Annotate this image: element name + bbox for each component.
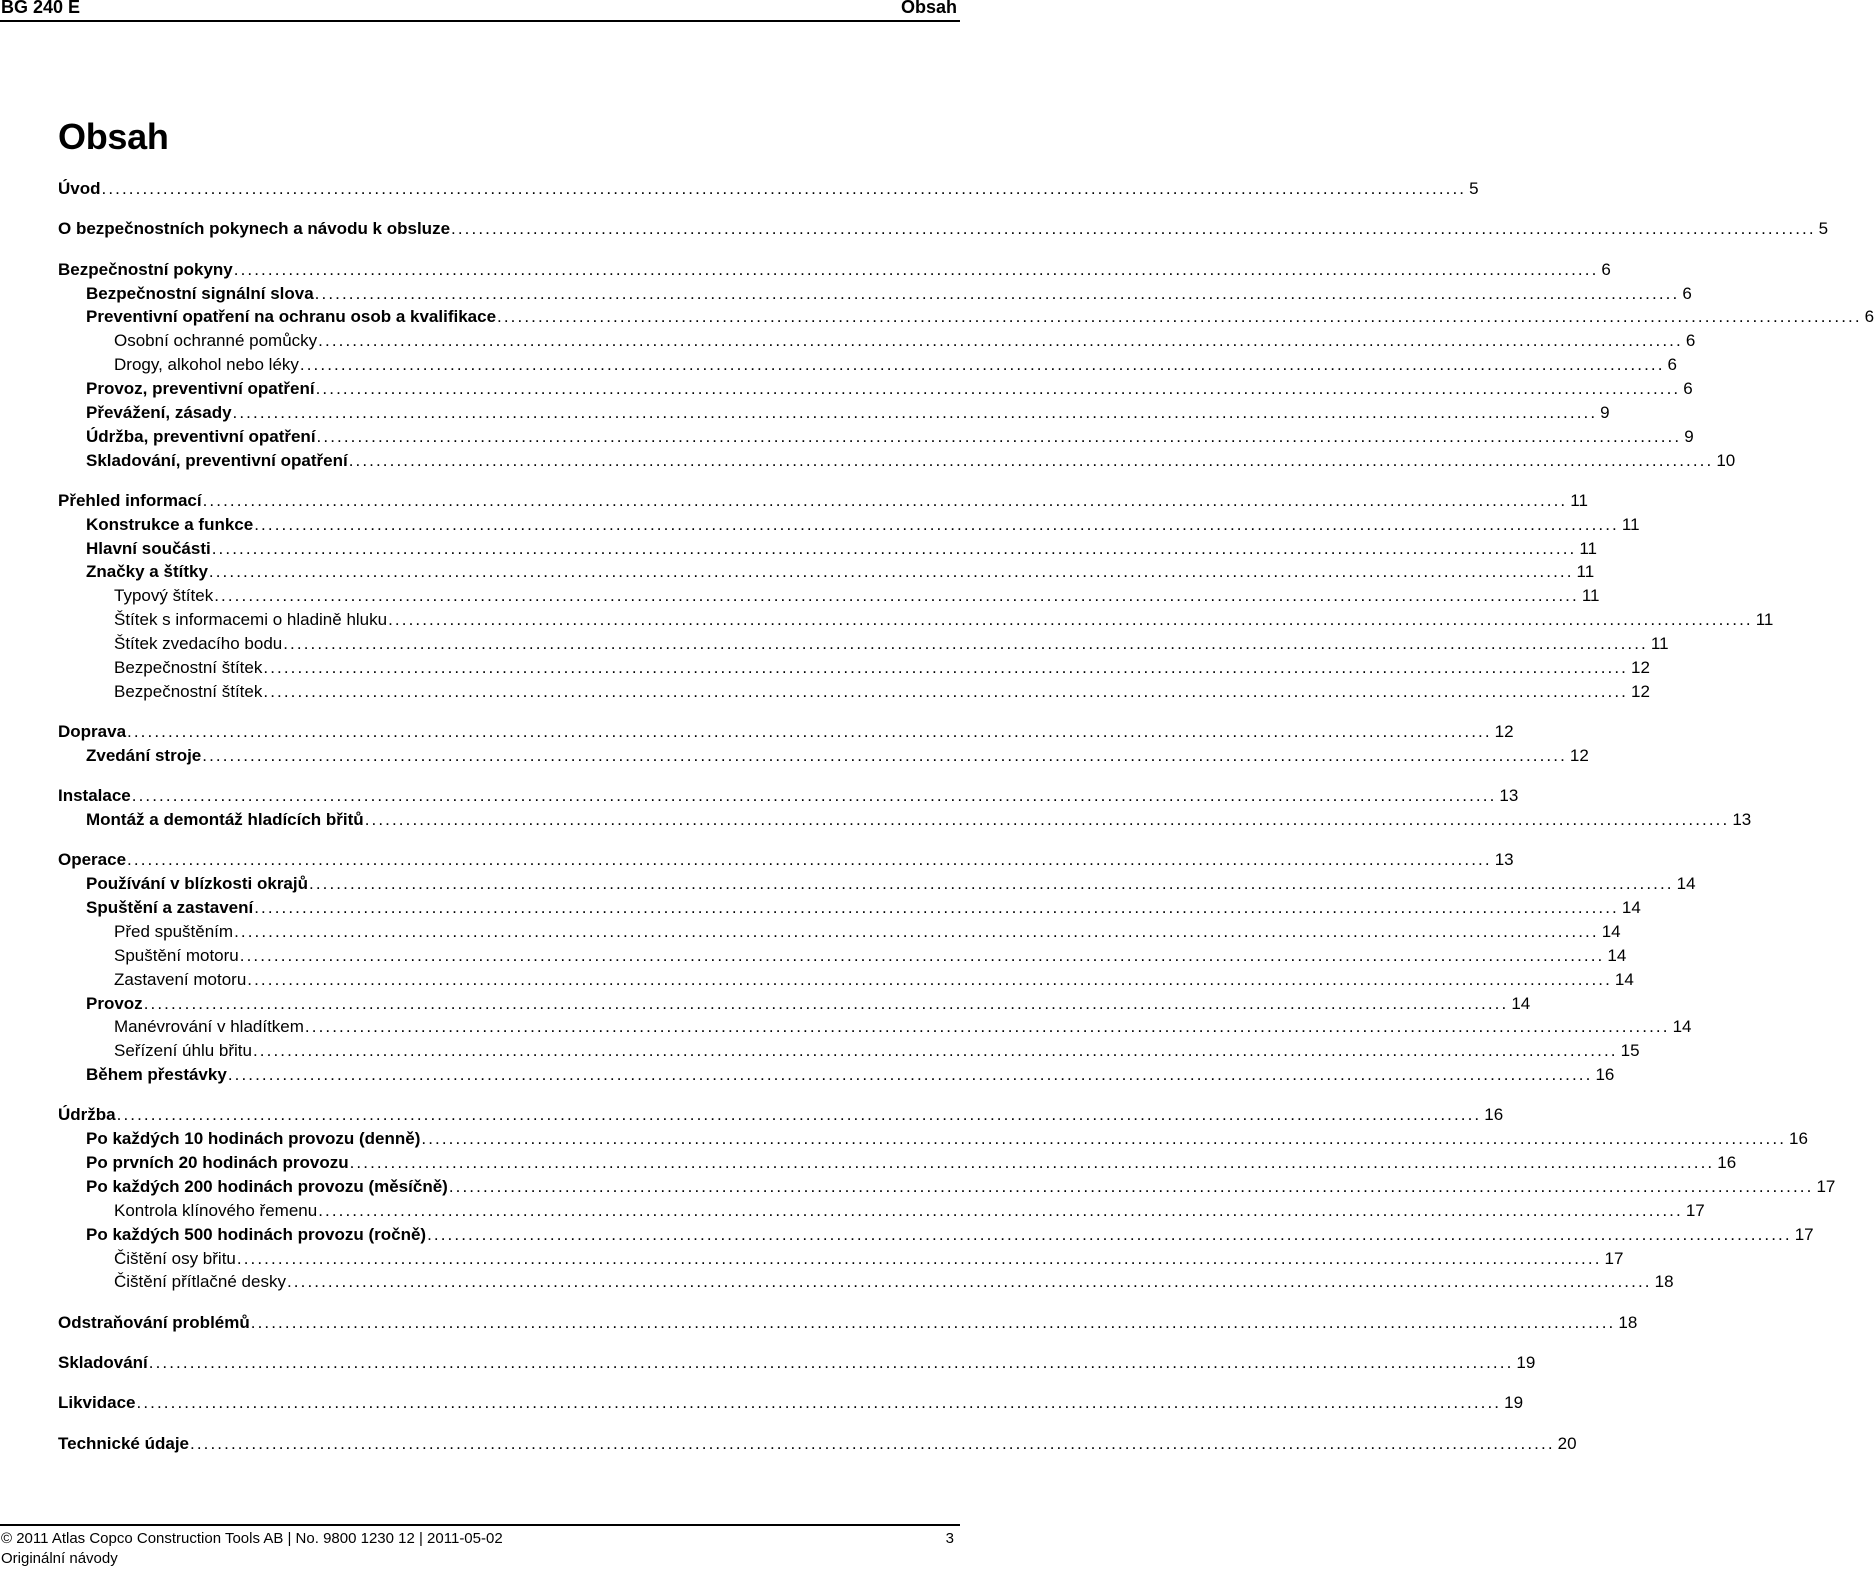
toc-entry-page: 19	[1504, 1393, 1524, 1413]
header-rule	[0, 20, 960, 22]
toc-entry-label: Odstraňování problémů	[58, 1312, 250, 1332]
toc-entry-label: Montáž a demontáž hladících břitů	[86, 810, 364, 830]
toc-entry-page: 12	[1569, 745, 1589, 765]
toc-entry-label: Typový štítek	[114, 586, 214, 606]
toc-dot-leader: ........................................................................................................................................................................................................	[318, 1200, 1683, 1220]
toc-entry-page: 17	[1816, 1176, 1836, 1196]
header-model: BG 240 E	[1, 0, 81, 17]
toc-entry-label: Údržba	[58, 1105, 116, 1125]
toc-entry[interactable]	[86, 993, 1531, 1015]
toc-entry-label: Čištění osy břitu	[114, 1248, 236, 1268]
toc-entry-label: Skladování, preventivní opatření	[86, 450, 348, 470]
toc-dot-leader: ........................................................................................................................................................................................................	[136, 1393, 1502, 1413]
toc-entry[interactable]	[114, 330, 1696, 352]
toc-dot-leader: ........................................................................................................................................................................................................	[314, 283, 1680, 303]
toc-entry-label: Po každých 500 hodinách provozu (ročně)	[86, 1224, 427, 1244]
toc-dot-leader: ........................................................................................................................................................................................................	[263, 657, 1629, 677]
toc-entry[interactable]	[58, 1312, 1638, 1334]
toc-dot-leader: ........................................................................................................................................................................................................	[148, 1353, 1514, 1373]
toc-dot-leader: ........................................................................................................................................................................................................	[254, 514, 1619, 534]
toc-entry[interactable]	[86, 450, 1736, 472]
toc-entry-label: Likvidace	[58, 1393, 136, 1413]
toc-entry[interactable]	[86, 538, 1598, 560]
toc-entry-label: Konstrukce a funkce	[86, 514, 254, 534]
toc-entry-label: Spuštění a zastavení	[86, 898, 254, 918]
toc-dot-leader: ........................................................................................................................................................................................................	[208, 562, 1574, 582]
toc-entry-page: 16	[1717, 1153, 1737, 1173]
toc-entry-label: Instalace	[58, 786, 131, 806]
toc-dot-leader: ........................................................................................................................................................................................................	[388, 610, 1753, 630]
toc-entry-label: Bezpečnostní štítek	[114, 657, 263, 677]
toc-entry-page: 11	[1581, 586, 1600, 606]
toc-entry[interactable]	[58, 218, 1829, 240]
toc-dot-leader: ........................................................................................................................................................................................................	[211, 538, 1577, 558]
toc-dot-leader: ........................................................................................................................................................................................................	[131, 786, 1497, 806]
toc-entry-label: Skladování	[58, 1353, 148, 1373]
toc-entry[interactable]	[114, 585, 1600, 607]
toc-entry[interactable]	[58, 1104, 1504, 1126]
toc-entry-label: Spuštění motoru	[114, 945, 239, 965]
header-section: Obsah	[900, 0, 957, 17]
toc-entry-page: 14	[1511, 993, 1531, 1013]
toc-entry[interactable]	[86, 745, 1589, 767]
toc-entry-page: 14	[1676, 874, 1696, 894]
toc-entry-label: Po každých 10 hodinách provozu (denně)	[86, 1129, 421, 1149]
toc-entry-page: 14	[1601, 921, 1621, 941]
toc-entry[interactable]	[86, 809, 1752, 831]
toc-entry-page: 16	[1789, 1129, 1808, 1149]
toc-dot-leader: ........................................................................................................................................................................................................	[247, 969, 1612, 989]
toc-entry-page: 9	[1684, 426, 1694, 446]
toc-entry[interactable]	[86, 378, 1693, 400]
toc-dot-leader: ........................................................................................................................................................................................................	[233, 259, 1599, 279]
toc-entry-page: 19	[1516, 1353, 1536, 1373]
toc-entry[interactable]	[86, 1224, 1814, 1246]
toc-entry-label: Během přestávky	[86, 1065, 227, 1085]
toc-dot-leader: ........................................................................................................................................................................................................	[309, 874, 1674, 894]
toc-dot-leader: ........................................................................................................................................................................................................	[348, 450, 1714, 470]
toc-dot-leader: ........................................................................................................................................................................................................	[421, 1129, 1787, 1149]
toc-dot-leader: ........................................................................................................................................................................................................	[101, 179, 1467, 198]
footer-rule	[0, 1524, 960, 1526]
toc-entry[interactable]	[58, 178, 1479, 200]
toc-entry-label: Před spuštěním	[114, 921, 234, 941]
toc-entry-page: 18	[1654, 1272, 1674, 1292]
toc-entry-page: 16	[1595, 1065, 1615, 1085]
toc-dot-leader: ........................................................................................................................................................................................................	[202, 745, 1567, 765]
toc-entry-page: 12	[1494, 722, 1514, 741]
toc-entry[interactable]	[86, 897, 1641, 919]
toc-dot-leader: ........................................................................................................................................................................................................	[190, 1433, 1555, 1453]
toc-entry-page: 6	[1667, 355, 1678, 375]
toc-entry[interactable]	[114, 921, 1621, 943]
toc-entry[interactable]	[114, 1271, 1674, 1293]
toc-entry-label: Po každých 200 hodinách provozu (měsíčně)	[86, 1176, 448, 1196]
toc-entry-page: 12	[1631, 681, 1650, 701]
toc-dot-leader: ........................................................................................................................................................................................................	[315, 378, 1681, 398]
toc-entry[interactable]	[58, 785, 1519, 807]
toc-dot-leader: ........................................................................................................................................................................................................	[127, 722, 1492, 741]
toc-entry-label: Čištění přítlačné desky	[114, 1272, 286, 1292]
toc-entry-label: Zastavení motoru	[114, 969, 247, 989]
toc-entry[interactable]	[58, 849, 1514, 871]
toc-entry[interactable]	[86, 873, 1696, 895]
toc-entry-label: Bezpečnostní štítek	[114, 681, 263, 701]
toc-entry-page: 11	[1650, 633, 1669, 653]
toc-dot-leader: ........................................................................................................................................................................................................	[232, 402, 1598, 422]
toc-entry[interactable]	[58, 1433, 1577, 1455]
toc-dot-leader: ........................................................................................................................................................................................................	[227, 1065, 1593, 1085]
toc-dot-leader: ........................................................................................................................................................................................................	[364, 810, 1730, 830]
footer-copyright: © 2011 Atlas Copco Construction Tools AB | No. 9800 1230 12 | 2011-05-02	[1, 1530, 503, 1547]
toc-dot-leader: ........................................................................................................................................................................................................	[250, 1312, 1616, 1332]
toc-dot-leader: ........................................................................................................................................................................................................	[263, 681, 1629, 701]
toc-entry-page: 14	[1614, 969, 1634, 989]
toc-dot-leader: ........................................................................................................................................................................................................	[451, 219, 1816, 239]
toc-entry[interactable]	[114, 1016, 1692, 1038]
toc-entry[interactable]	[114, 945, 1627, 967]
toc-entry-label: Hlavní součásti	[86, 538, 211, 558]
toc-entry-page: 13	[1732, 810, 1752, 830]
toc-entry-page: 18	[1618, 1312, 1638, 1332]
toc-dot-leader: ........................................................................................................................................................................................................	[116, 1105, 1482, 1125]
page-header	[0, 0, 960, 22]
toc-entry[interactable]	[86, 306, 1874, 328]
toc-entry[interactable]	[114, 969, 1634, 991]
toc-entry-label: Preventivní opatření na ochranu osob a kvalifikace	[86, 307, 497, 327]
toc-entry[interactable]	[114, 633, 1669, 655]
toc-entry-label: Provoz, preventivní opatření	[86, 378, 315, 398]
page-title: Obsah	[58, 116, 169, 157]
toc-entry-page: 14	[1672, 1017, 1692, 1037]
toc-entry-page: 16	[1484, 1105, 1504, 1125]
toc-dot-leader: ........................................................................................................................................................................................................	[286, 1272, 1652, 1292]
toc-entry-label: Údržba, preventivní opatření	[86, 426, 316, 446]
toc-dot-leader: ........................................................................................................................................................................................................	[127, 850, 1492, 870]
toc-entry[interactable]	[114, 1248, 1624, 1270]
toc-entry-page: 11	[1570, 490, 1588, 510]
toc-entry-label: Doprava	[58, 722, 127, 741]
toc-dot-leader: ........................................................................................................................................................................................................	[448, 1176, 1814, 1196]
toc-entry-label: Značky a štítky	[86, 562, 208, 582]
toc-entry-page: 5	[1818, 219, 1829, 239]
toc-entry-label: Kontrola klínového řemenu	[114, 1200, 318, 1220]
toc-entry-label: Převážení, zásady	[86, 402, 232, 422]
toc-entry-page: 6	[1685, 331, 1696, 351]
toc-entry[interactable]	[58, 490, 1588, 512]
toc-entry-label: O bezpečnostních pokynech a návodu k obsluze	[58, 219, 451, 239]
toc-entry[interactable]	[86, 514, 1640, 536]
toc-entry-label: Používání v blízkosti okrajů	[86, 874, 308, 894]
toc-entry-page: 11	[1579, 538, 1598, 558]
toc-entry[interactable]	[114, 354, 1678, 376]
toc-entry[interactable]	[58, 1352, 1536, 1374]
toc-dot-leader: ........................................................................................................................................................................................................	[254, 898, 1619, 918]
toc-entry-label: Štítek zvedacího bodu	[114, 633, 283, 653]
toc-entry[interactable]	[58, 721, 1514, 743]
toc-entry-page: 14	[1621, 898, 1641, 918]
toc-dot-leader: ........................................................................................................................................................................................................	[318, 331, 1683, 351]
toc-entry[interactable]	[114, 1200, 1705, 1222]
toc-entry-page: 11	[1621, 514, 1640, 534]
toc-dot-leader: ........................................................................................................................................................................................................	[252, 1041, 1618, 1061]
toc-entry-page: 20	[1557, 1433, 1577, 1453]
toc-entry[interactable]	[114, 1040, 1640, 1062]
toc-entry[interactable]	[86, 1128, 1808, 1150]
toc-entry[interactable]	[114, 609, 1774, 631]
toc-entry-page: 6	[1682, 283, 1692, 303]
toc-entry-page: 5	[1469, 179, 1479, 198]
toc-dot-leader: ........................................................................................................................................................................................................	[497, 307, 1862, 327]
toc-entry[interactable]	[86, 561, 1595, 583]
toc-entry[interactable]	[114, 657, 1650, 679]
toc-entry-label: Štítek s informacemi o hladině hluku	[114, 610, 388, 630]
toc-entry-page: 11	[1576, 562, 1595, 582]
toc-entry-page: 17	[1604, 1248, 1624, 1268]
toc-entry-page: 13	[1494, 850, 1514, 870]
toc-entry[interactable]	[86, 402, 1610, 424]
toc-dot-leader: ........................................................................................................................................................................................................	[214, 586, 1579, 606]
footer-note: Originální návody	[1, 1550, 118, 1567]
toc-entry-label: Bezpečnostní signální slova	[86, 283, 314, 303]
toc-entry-label: Úvod	[58, 179, 101, 198]
toc-entry-label: Provoz	[86, 993, 143, 1013]
toc-dot-leader: ........................................................................................................................................................................................................	[349, 1153, 1715, 1173]
toc-entry[interactable]	[58, 259, 1611, 281]
toc-entry-page: 6	[1683, 378, 1693, 398]
toc-dot-leader: ........................................................................................................................................................................................................	[304, 1017, 1670, 1037]
toc-dot-leader: ........................................................................................................................................................................................................	[299, 355, 1665, 375]
toc-entry-label: Seřízení úhlu břitu	[114, 1041, 252, 1061]
toc-dot-leader: ........................................................................................................................................................................................................	[202, 490, 1568, 510]
toc-entry-label: Po prvních 20 hodinách provozu	[86, 1153, 349, 1173]
toc-entry-page: 9	[1600, 402, 1610, 422]
toc-dot-leader: ........................................................................................................................................................................................................	[239, 945, 1605, 965]
toc-entry-label: Přehled informací	[58, 490, 202, 510]
toc-entry-page: 14	[1607, 945, 1627, 965]
toc-entry-label: Manévrování v hladítkem	[114, 1017, 304, 1037]
toc-entry-page: 13	[1499, 786, 1519, 806]
toc-entry-page: 6	[1601, 259, 1611, 279]
toc-entry[interactable]	[114, 681, 1650, 703]
toc-entry-label: Bezpečnostní pokyny	[58, 259, 233, 279]
toc-entry[interactable]	[86, 1064, 1615, 1086]
toc-entry-label: Osobní ochranné pomůcky	[114, 331, 318, 351]
toc-entry-label: Operace	[58, 850, 127, 870]
toc-entry-page: 12	[1631, 657, 1650, 677]
toc-entry[interactable]	[86, 1152, 1737, 1174]
toc-entry-page: 17	[1685, 1200, 1705, 1220]
toc-dot-leader: ........................................................................................................................................................................................................	[143, 993, 1509, 1013]
toc-dot-leader: ........................................................................................................................................................................................................	[316, 426, 1682, 446]
toc-dot-leader: ........................................................................................................................................................................................................	[283, 633, 1648, 653]
toc-dot-leader: ........................................................................................................................................................................................................	[236, 1248, 1602, 1268]
toc-entry-label: Drogy, alkohol nebo léky	[114, 355, 299, 375]
toc-entry-label: Zvedání stroje	[86, 745, 202, 765]
toc-entry-page: 15	[1620, 1041, 1640, 1061]
toc-entry-label: Technické údaje	[58, 1433, 190, 1453]
toc-entry-page: 11	[1755, 610, 1774, 630]
toc-entry[interactable]	[86, 283, 1692, 305]
toc-entry[interactable]	[58, 1392, 1524, 1414]
toc-entry-page: 17	[1794, 1224, 1814, 1244]
toc-entry-page: 10	[1716, 450, 1736, 470]
toc-entry-page: 6	[1864, 307, 1874, 327]
footer-page-number: 3	[945, 1530, 954, 1547]
toc-entry[interactable]	[86, 426, 1694, 448]
toc-entry[interactable]	[86, 1176, 1836, 1198]
toc-dot-leader: ........................................................................................................................................................................................................	[427, 1224, 1792, 1244]
toc-dot-leader: ........................................................................................................................................................................................................	[234, 921, 1599, 941]
